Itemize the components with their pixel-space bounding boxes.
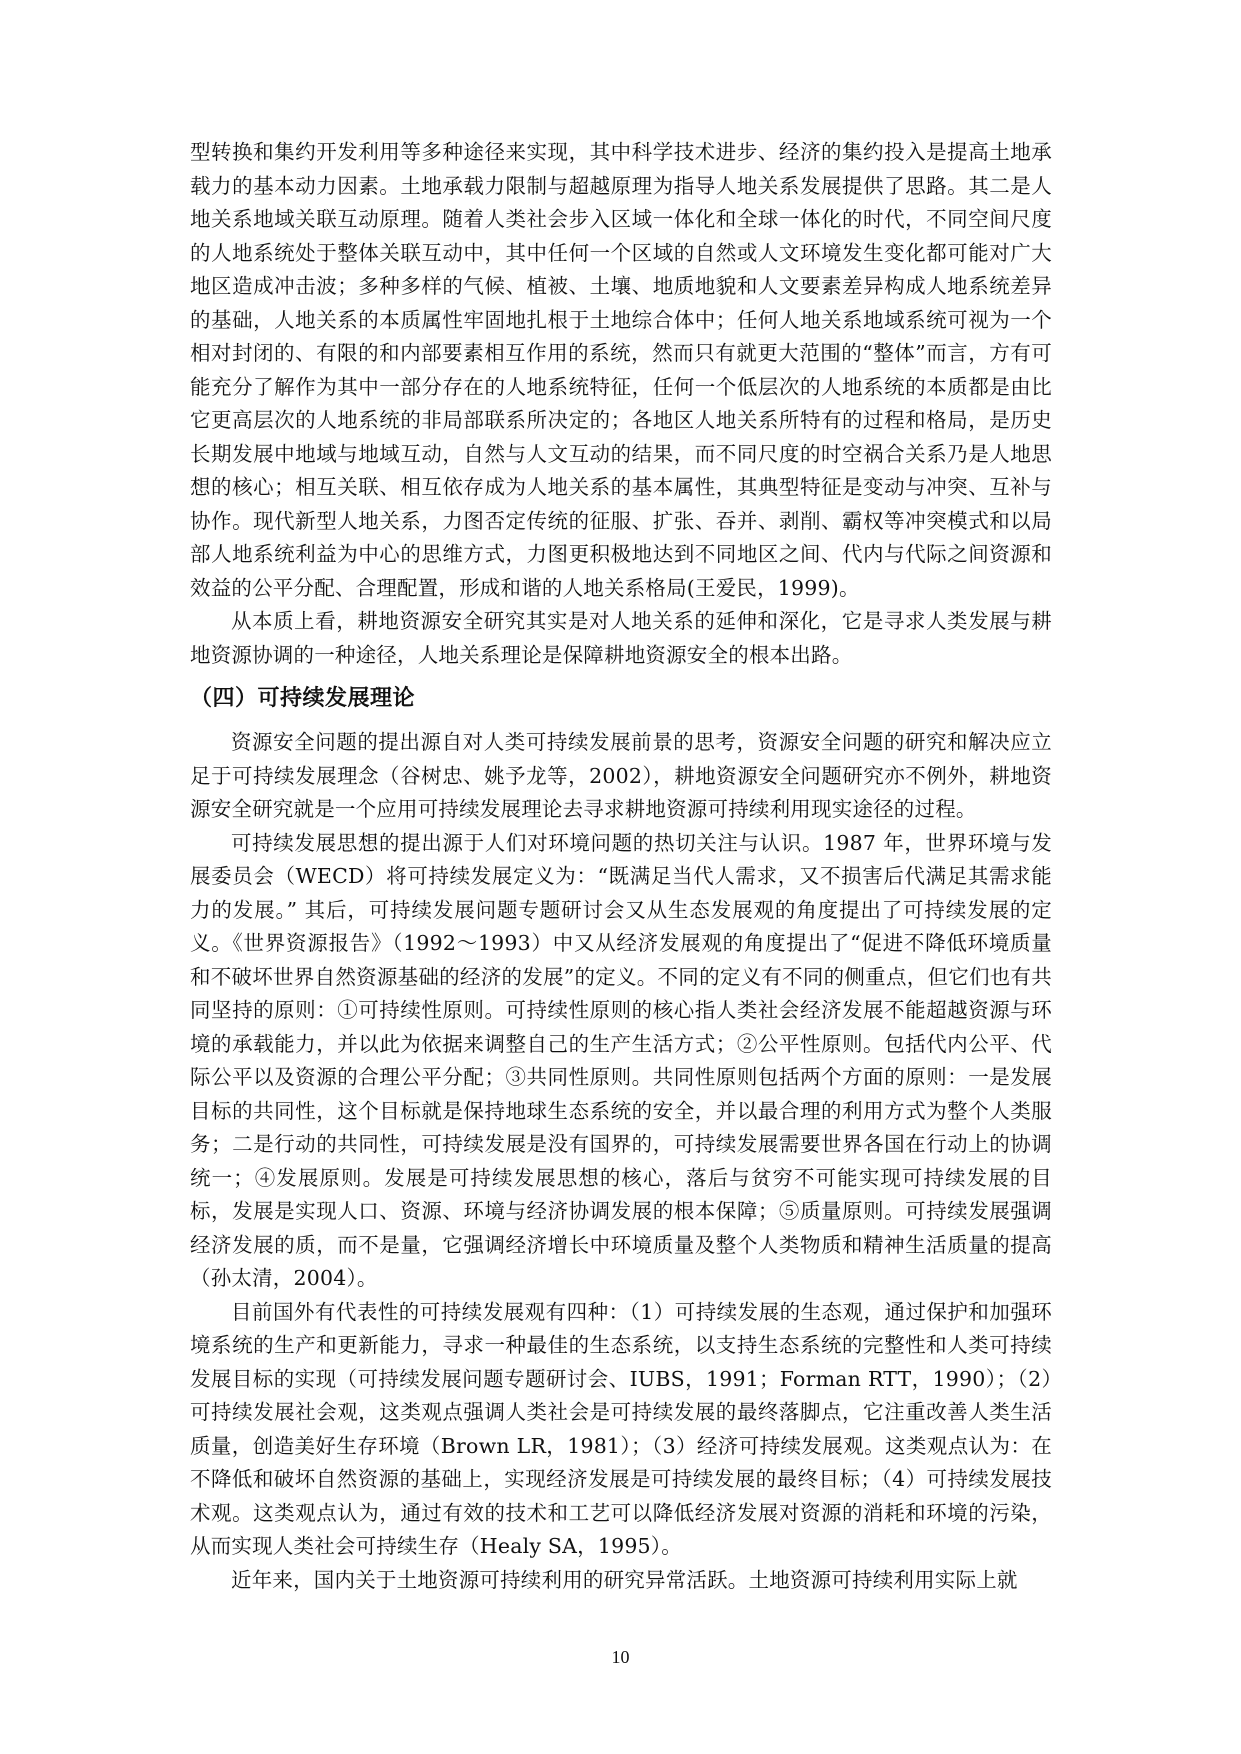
body-paragraph: 可持续发展思想的提出源于人们对环境问题的热切关注与认识。1987 年，世界环境与发展委员会（WECD）将可持续发展定义为：“既满足当代人需求，又不损害后代满足其需求能力的发展。” 其后，可持续发展问题专题研讨会又从生态发展观的角度提出了可持续发展的定义。《世界资源报告》（1992～1993）中又从经济发展观的角度提出了“促进不降低环境质量和不破坏世界自然资源基础的经济的发展”的定义。不同的定义有不同的侧重点，但它们也有共同坚持的原则：①可持续性原则。可持续性原则的核心指人类社会经济发展不能超越资源与环境的承载能力，并以此为依据来调整自己的生产生活方式；②公平性原则。包括代内公平、代际公平以及资源的合理公平分配；③共同性原则。共同性原则包括两个方面的原则：一是发展目标的共同性，这个目标就是保持地球生态系统的安全，并以最合理的利用方式为整个人类服务；二是行动的共同性，可持续发展是没有国界的，可持续发展需要世界各国在行动上的协调统一；④发展原则。发展是可持续发展思想的核心，落后与贫穷不可能实现可持续发展的目标，发展是实现人口、资源、环境与经济协调发展的根本保障；⑤质量原则。可持续发展强调经济发展的质，而不是量，它强调经济增长中环境质量及整个人类物质和精神生活质量的提高（孙太清，2004）。 <box>190 830 1052 1290</box>
body-paragraph: 资源安全问题的提出源自对人类可持续发展前景的思考，资源安全问题的研究和解决应立足于可持续发展理念（谷树忠、姚予龙等，2002），耕地资源安全问题研究亦不例外，耕地资源安全研究就是一个应用可持续发展理论去寻求耕地资源可持续利用现实途径的过程。 <box>190 730 1052 821</box>
body-paragraph: 近年来，国内关于土地资源可持续利用的研究异常活跃。土地资源可持续利用实际上就 <box>231 1567 1018 1592</box>
section-heading: （四）可持续发展理论 <box>190 686 416 711</box>
page-number: 10 <box>611 1647 630 1667</box>
body-paragraph: 从本质上看，耕地资源安全研究其实是对人地关系的延伸和深化，它是寻求人类发展与耕地资源协调的一种途径，人地关系理论是保障耕地资源安全的根本出路。 <box>190 609 1052 667</box>
body-paragraph: 目前国外有代表性的可持续发展观有四种：（1）可持续发展的生态观，通过保护和加强环境系统的生产和更新能力，寻求一种最佳的生态系统，以支持生态系统的完整性和人类可持续发展目标的实现（可持续发展问题专题研讨会、IUBS，1991；Forman RTT，1990）；（2）可持续发展社会观，这类观点强调人类社会是可持续发展的最终落脚点，它注重改善人类生活质量，创造美好生存环境（Brown LR，1981）；（3）经济可持续发展观。这类观点认为：在不降低和破坏自然资源的基础上，实现经济发展是可持续发展的最终目标；（4）可持续发展技术观。这类观点认为，通过有效的技术和工艺可以降低经济发展对资源的消耗和环境的污染，从而实现人类社会可持续生存（Healy SA，1995）。 <box>190 1299 1052 1558</box>
body-paragraph: 型转换和集约开发利用等多种途径来实现，其中科学技术进步、经济的集约投入是提高土地承载力的基本动力因素。土地承载力限制与超越原理为指导人地关系发展提供了思路。其二是人地关系地域关联互动原理。随着人类社会步入区域一体化和全球一体化的时代，不同空间尺度的人地系统处于整体关联互动中，其中任何一个区域的自然或人文环境发生变化都可能对广大地区造成冲击波；多种多样的气候、植被、土壤、地质地貌和人文要素差异构成人地系统差异的基础，人地关系的本质属性牢固地扎根于土地综合体中；任何人地关系地域系统可视为一个相对封闭的、有限的和内部要素相互作用的系统，然而只有就更大范围的“整体”而言，方有可能充分了解作为其中一部分存在的人地系统特征，任何一个低层次的人地系统的本质都是由比它更高层次的人地系统的非局部联系所决定的；各地区人地关系所特有的过程和格局，是历史长期发展中地域与地域互动，自然与人文互动的结果，而不同尺度的时空祸合关系乃是人地思想的核心；相互关联、相互依存成为人地关系的基本属性，其典型特征是变动与冲突、互补与协作。现代新型人地关系，力图否定传统的征服、扩张、吞并、剥削、霸权等冲突模式和以局部人地系统利益为中心的思维方式，力图更积极地达到不同地区之间、代内与代际之间资源和效益的公平分配、合理配置，形成和谐的人地关系格局(王爱民，1999)。 <box>190 140 1052 600</box>
document-body <box>190 136 1052 1597</box>
